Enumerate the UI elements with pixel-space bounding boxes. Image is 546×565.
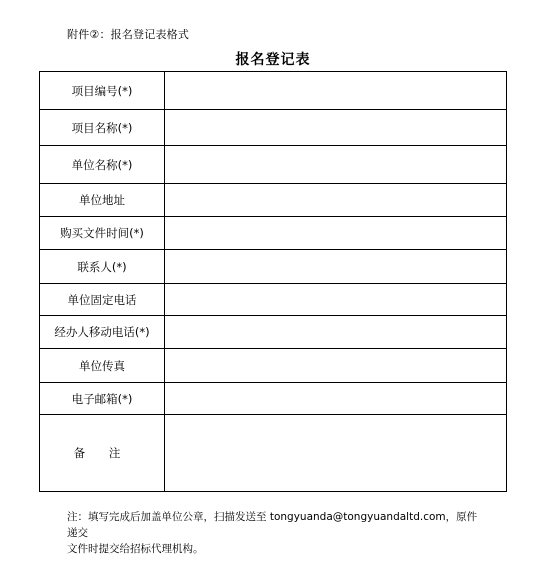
field-contact-person[interactable]: [165, 250, 507, 284]
label-fax: 单位传真: [40, 349, 165, 383]
footnote-line-2: 文件时提交给招标代理机构。: [67, 543, 204, 555]
row-project-number: [40, 72, 507, 110]
row-landline: [40, 284, 507, 316]
field-company-address[interactable]: [165, 184, 507, 217]
row-project-name: [40, 110, 507, 146]
attachment-label: 附件②：报名登记表格式: [67, 28, 190, 41]
row-contact-person: [40, 250, 507, 284]
label-purchase-time: 购买文件时间(*): [40, 217, 165, 250]
row-company-name: [40, 146, 507, 184]
field-mobile[interactable]: [165, 316, 507, 349]
label-email: 电子邮箱(*): [40, 383, 165, 415]
field-purchase-time[interactable]: [165, 217, 507, 250]
field-email[interactable]: [165, 383, 507, 415]
label-project-name: 项目名称(*): [40, 110, 165, 146]
field-landline[interactable]: [165, 284, 507, 316]
field-project-number[interactable]: [165, 72, 507, 110]
label-mobile: 经办人移动电话(*): [40, 316, 165, 349]
field-fax[interactable]: [165, 349, 507, 383]
footnote: [67, 509, 487, 557]
registration-form-table: [39, 71, 507, 492]
label-project-number: 项目编号(*): [40, 72, 165, 110]
label-landline: 单位固定电话: [40, 284, 165, 316]
label-remarks: 备 注: [40, 415, 165, 492]
label-contact-person: 联系人(*): [40, 250, 165, 284]
field-remarks[interactable]: [165, 415, 507, 492]
row-purchase-time: [40, 217, 507, 250]
field-project-name[interactable]: [165, 110, 507, 146]
row-mobile: [40, 316, 507, 349]
row-fax: [40, 349, 507, 383]
footnote-line-1: 注：填写完成后加盖单位公章，扫描发送至 tongyuanda@tongyuandaltd.com，原件递交: [67, 511, 478, 539]
form-title: 报名登记表: [235, 52, 311, 68]
field-company-name[interactable]: [165, 146, 507, 184]
row-remarks: [40, 415, 507, 492]
label-company-address: 单位地址: [40, 184, 165, 217]
row-email: [40, 383, 507, 415]
label-company-name: 单位名称(*): [40, 146, 165, 184]
row-company-address: [40, 184, 507, 217]
